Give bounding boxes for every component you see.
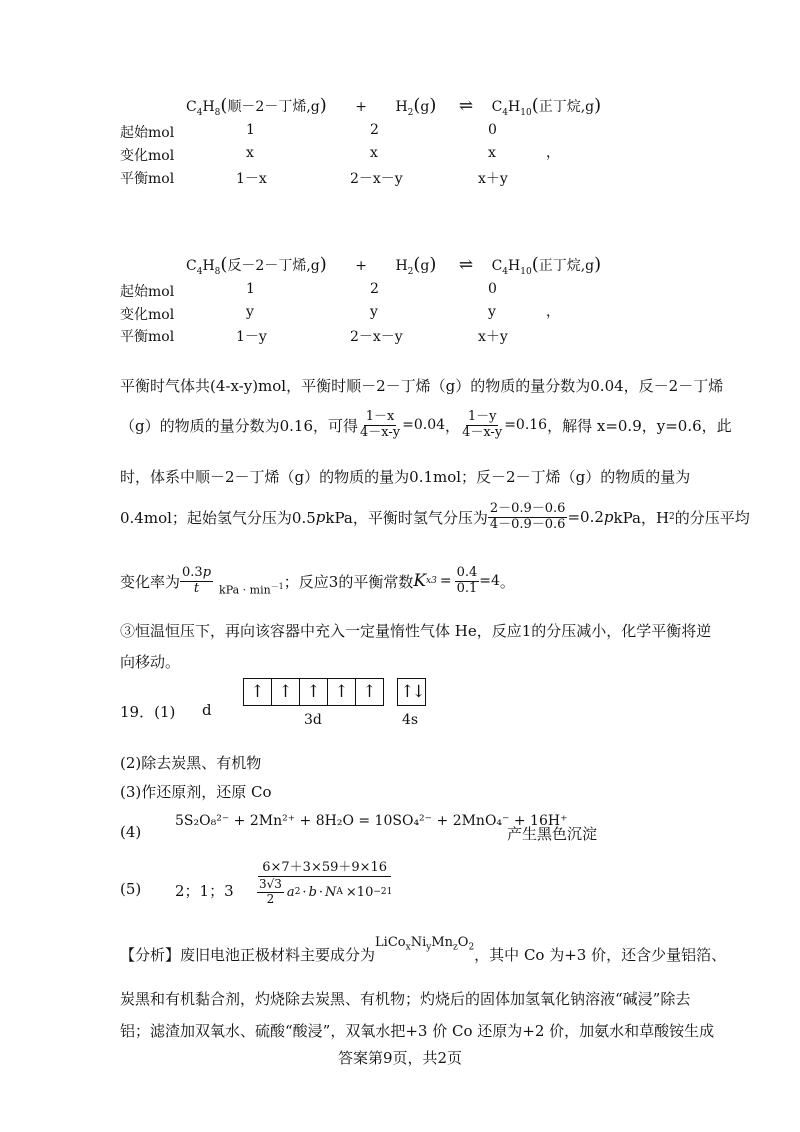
orbital-3d [243, 678, 384, 706]
text-span: ，其中 Co 为+3 价，还含少量铝箔、 [474, 946, 727, 964]
table1-cell: 2－x－y [350, 171, 403, 187]
formula-part: Ni [410, 935, 427, 951]
variable-p: p [315, 508, 326, 527]
table2-cell: x＋y [478, 329, 508, 345]
para1-line5: 变化率为 $\frac{0.3p}{t}$ kPa · $\min^{-1}$ ；反应3的平衡常数 K x3 = $\frac{0.4}{0.1}$ =4 。 [120, 565, 515, 597]
q19-answer-1: d [202, 701, 212, 719]
eq-part: C [491, 258, 503, 274]
subscript: 2 [468, 943, 475, 953]
text-span: ；反应3的平衡常数 [283, 572, 414, 591]
text-span: =0.2 [567, 508, 604, 527]
table1-cell: 0 [488, 122, 497, 138]
eq-sub: 8 [214, 266, 221, 277]
table1-cell: x [370, 145, 378, 161]
formula-numerator: 6×7＋3×59＋9×16 [258, 856, 391, 877]
formula-part: O [457, 935, 469, 951]
label-3d: 3d [304, 712, 322, 728]
eq-part: H [395, 99, 408, 115]
eq-plus: + [355, 99, 367, 115]
para1-line2 [120, 410, 732, 441]
table1-cell: 1－x [236, 171, 267, 187]
subscript: A [336, 887, 343, 898]
unit-text: kPa · min [219, 583, 271, 597]
eq-part: C [491, 99, 503, 115]
eq-plus: + [355, 258, 367, 274]
table2-cell: 2－x－y [350, 329, 403, 345]
cathode-formula [375, 935, 474, 953]
arrow-up-down-icon: ↑↓ [400, 682, 423, 702]
superscript: －1 [270, 581, 284, 591]
subscript: y [426, 943, 432, 953]
table1-cell: 2 [370, 122, 379, 138]
fraction-denominator: 2 [266, 891, 275, 906]
variable-a: a [286, 884, 295, 900]
fraction [460, 410, 504, 441]
eq-label: 反－2－丁烯,g [227, 258, 320, 274]
text-span: =4 [479, 573, 500, 590]
q19-number: 19．(1) [120, 703, 176, 721]
number: 0.3 [182, 565, 203, 580]
eq-label: 顺－2－丁烯,g [227, 99, 320, 115]
eq-part: H [202, 258, 215, 274]
fraction [257, 878, 284, 907]
fraction-numerator: 2－0.9－0.6 [489, 501, 566, 516]
table1-row-label: 变化mol [120, 148, 175, 164]
superscript: 2 [294, 887, 301, 898]
text-span: 废旧电池正极材料主要成分为 [180, 946, 376, 964]
eq-part: C [186, 99, 197, 115]
eq-part: H [202, 99, 215, 115]
table1-equation: $C_4H_8$(顺－2－丁烯$,g) + H_2(g)$ ⇌ $C_4H_{10}$(正丁烷,g) [186, 95, 602, 118]
text-span: kPa，平衡时氢气分压为 [325, 508, 488, 527]
page-footer: 答案第9页，共2页 [337, 1049, 463, 1067]
eq-sub: 4 [502, 266, 509, 277]
eq-label: g [420, 99, 430, 115]
analysis-line1 [120, 935, 727, 965]
table1-row-label: 起始mol [120, 125, 175, 141]
dot: · [302, 884, 307, 900]
fraction-denominator: 4－x-y [462, 424, 503, 440]
subscript: x3 [426, 576, 437, 587]
dot: · [318, 884, 324, 900]
eq-sub: 4 [196, 266, 203, 277]
fraction-numerator: 3√3 [259, 877, 282, 891]
unit [219, 581, 284, 597]
subscript: z [453, 943, 458, 953]
text-span: 的分压平均 [674, 508, 750, 527]
arrow-up-icon: ↑ [272, 679, 300, 705]
eq-part: H [508, 258, 521, 274]
eq-label: g [420, 258, 430, 274]
table2-cell: y [488, 304, 496, 320]
fraction-numerator: 1－y [467, 409, 497, 424]
eq-sub: 4 [196, 107, 203, 118]
equilibrium-arrow-icon: ⇌ [458, 96, 474, 116]
analysis-tag: 【分析】 [120, 946, 181, 964]
q19-answer-3: (3)作还原剂，还原 Co [120, 783, 272, 801]
subscript: 2 [669, 512, 675, 523]
table1-cell: 1 [246, 122, 255, 138]
eq-part: H [508, 99, 521, 115]
table2-cell: y [246, 304, 254, 320]
eq-part: H [395, 258, 408, 274]
variable-n: N [325, 884, 337, 900]
eq-sub: 10 [520, 266, 532, 277]
variable-k: K [413, 571, 427, 592]
q19-answer-4-label: (4) [120, 823, 142, 841]
q19-answer-2: (2)除去炭黑、有机物 [120, 754, 262, 772]
fraction [358, 410, 402, 441]
variable-b: b [308, 884, 317, 900]
q19-answer-4-equation: 5S₂O₈²⁻ + 2Mn²⁺ + 8H₂O = 10SO₄²⁻ + 2MnO₄⁻ + 16H⁺ [175, 813, 568, 829]
table2-comma: ， [546, 304, 560, 320]
fraction [180, 566, 213, 597]
subscript: x [405, 943, 411, 953]
table2-row-label: 起始mol [120, 284, 175, 300]
table2-cell: y [370, 304, 378, 320]
q19-answer-5-label: (5) [120, 880, 142, 898]
arrow-up-icon: ↑ [328, 679, 356, 705]
equilibrium-arrow-icon: ⇌ [458, 255, 474, 275]
table1-cell: x [246, 145, 254, 161]
variable-t: t [193, 580, 200, 596]
table2-cell: 1－y [236, 329, 267, 345]
para1-line3: 时，体系中顺－2－丁烯（g）的物质的量为0.1mol；反－2－丁烯（g）的物质的量为 [120, 468, 691, 486]
formula-denominator [257, 877, 392, 907]
table2-cell: 2 [370, 281, 379, 297]
text-span: （g）的物质的量分数为0.16，可得 [120, 416, 359, 435]
arrow-up-icon: ↑ [244, 679, 272, 705]
para1-line1: 平衡时气体共(4-x-y)mol，平衡时顺－2－丁烯（g）的物质的量分数为0.04，反－2－丁烯 [120, 377, 724, 395]
formula-part: Mn [431, 935, 454, 951]
text-span: 0.4mol；起始氢气分压为0.5 [120, 508, 316, 527]
para1-line4 [120, 502, 750, 533]
text-span: =0.16 [504, 417, 548, 434]
variable-p: p [202, 565, 212, 580]
table1-comma: ， [546, 145, 560, 161]
para2-line1: ③恒温恒压下，再向该容器中充入一定量惰性气体 He，反应1的分压减小，化学平衡将逆 [120, 622, 712, 640]
eq-sub: 2 [407, 266, 414, 277]
fraction-denominator: 4－x-y [360, 424, 401, 440]
text-span: 。 [499, 572, 515, 591]
table2-cell: 1 [246, 281, 255, 297]
analysis-line2: 炭黑和有机黏合剂，灼烧除去炭黑、有机物；灼烧后的固体加氢氧化钠溶液“碱浸”除去 [120, 990, 691, 1008]
eq-label: 正丁烷,g [538, 99, 595, 115]
text-span: =0.04 [402, 417, 446, 434]
text-span: kPa，H [613, 508, 670, 527]
table1-cell: x [488, 145, 496, 161]
table2-row-label: 平衡mol [120, 329, 175, 345]
power: ×10 [345, 884, 374, 900]
text-span: 变化率为 [120, 572, 181, 591]
para2-line2: 向移动。 [120, 653, 181, 671]
fraction-denominator [192, 582, 201, 597]
table1-cell: x＋y [478, 171, 508, 187]
fraction-numerator: 1－x [365, 409, 395, 424]
formula-part: LiCo [375, 935, 406, 951]
arrow-up-icon: ↑ [356, 679, 384, 705]
variable-p: p [603, 508, 614, 527]
fraction-numerator: 0.4 [456, 565, 478, 580]
fraction [488, 502, 568, 533]
density-formula [257, 856, 392, 907]
analysis-line3: 铝；滤渣加双氧水、硫酸“酸浸”，双氧水把+3 价 Co 还原为+2 价，加氨水和草酸铵生成 [120, 1022, 715, 1040]
table1-row-label: 平衡mol [120, 171, 175, 187]
superscript: −21 [373, 887, 393, 898]
fraction-denominator: 4－0.9－0.6 [489, 516, 566, 532]
eq-sub: 2 [407, 107, 414, 118]
arrow-up-icon: ↑ [300, 679, 328, 705]
q19-answer-5-ratio: 2；1；3 [175, 882, 234, 900]
fraction [455, 566, 480, 597]
eq-sub: 10 [520, 107, 532, 118]
eq-sub: 8 [214, 107, 221, 118]
table2-row-label: 变化mol [120, 307, 175, 323]
text-span: ， [445, 416, 461, 435]
eq-part: C [186, 258, 197, 274]
orbital-4s [397, 678, 426, 706]
table2-equation: $C_4H_8$(反－2－丁烯$,g) + H_2(g)$ ⇌ $C_4H_{10}$(正丁烷,g) [186, 254, 602, 277]
fraction-denominator: 0.1 [456, 580, 478, 596]
q19-answer-4-note: 产生黑色沉淀 [507, 825, 598, 843]
text-span: ，解得 x=0.9，y=0.6，此 [547, 416, 732, 435]
eq-sub: 4 [502, 107, 509, 118]
eq-label: 正丁烷,g [538, 258, 595, 274]
table2-cell: 0 [488, 281, 497, 297]
label-4s: 4s [402, 712, 419, 728]
fraction-numerator [180, 566, 213, 582]
